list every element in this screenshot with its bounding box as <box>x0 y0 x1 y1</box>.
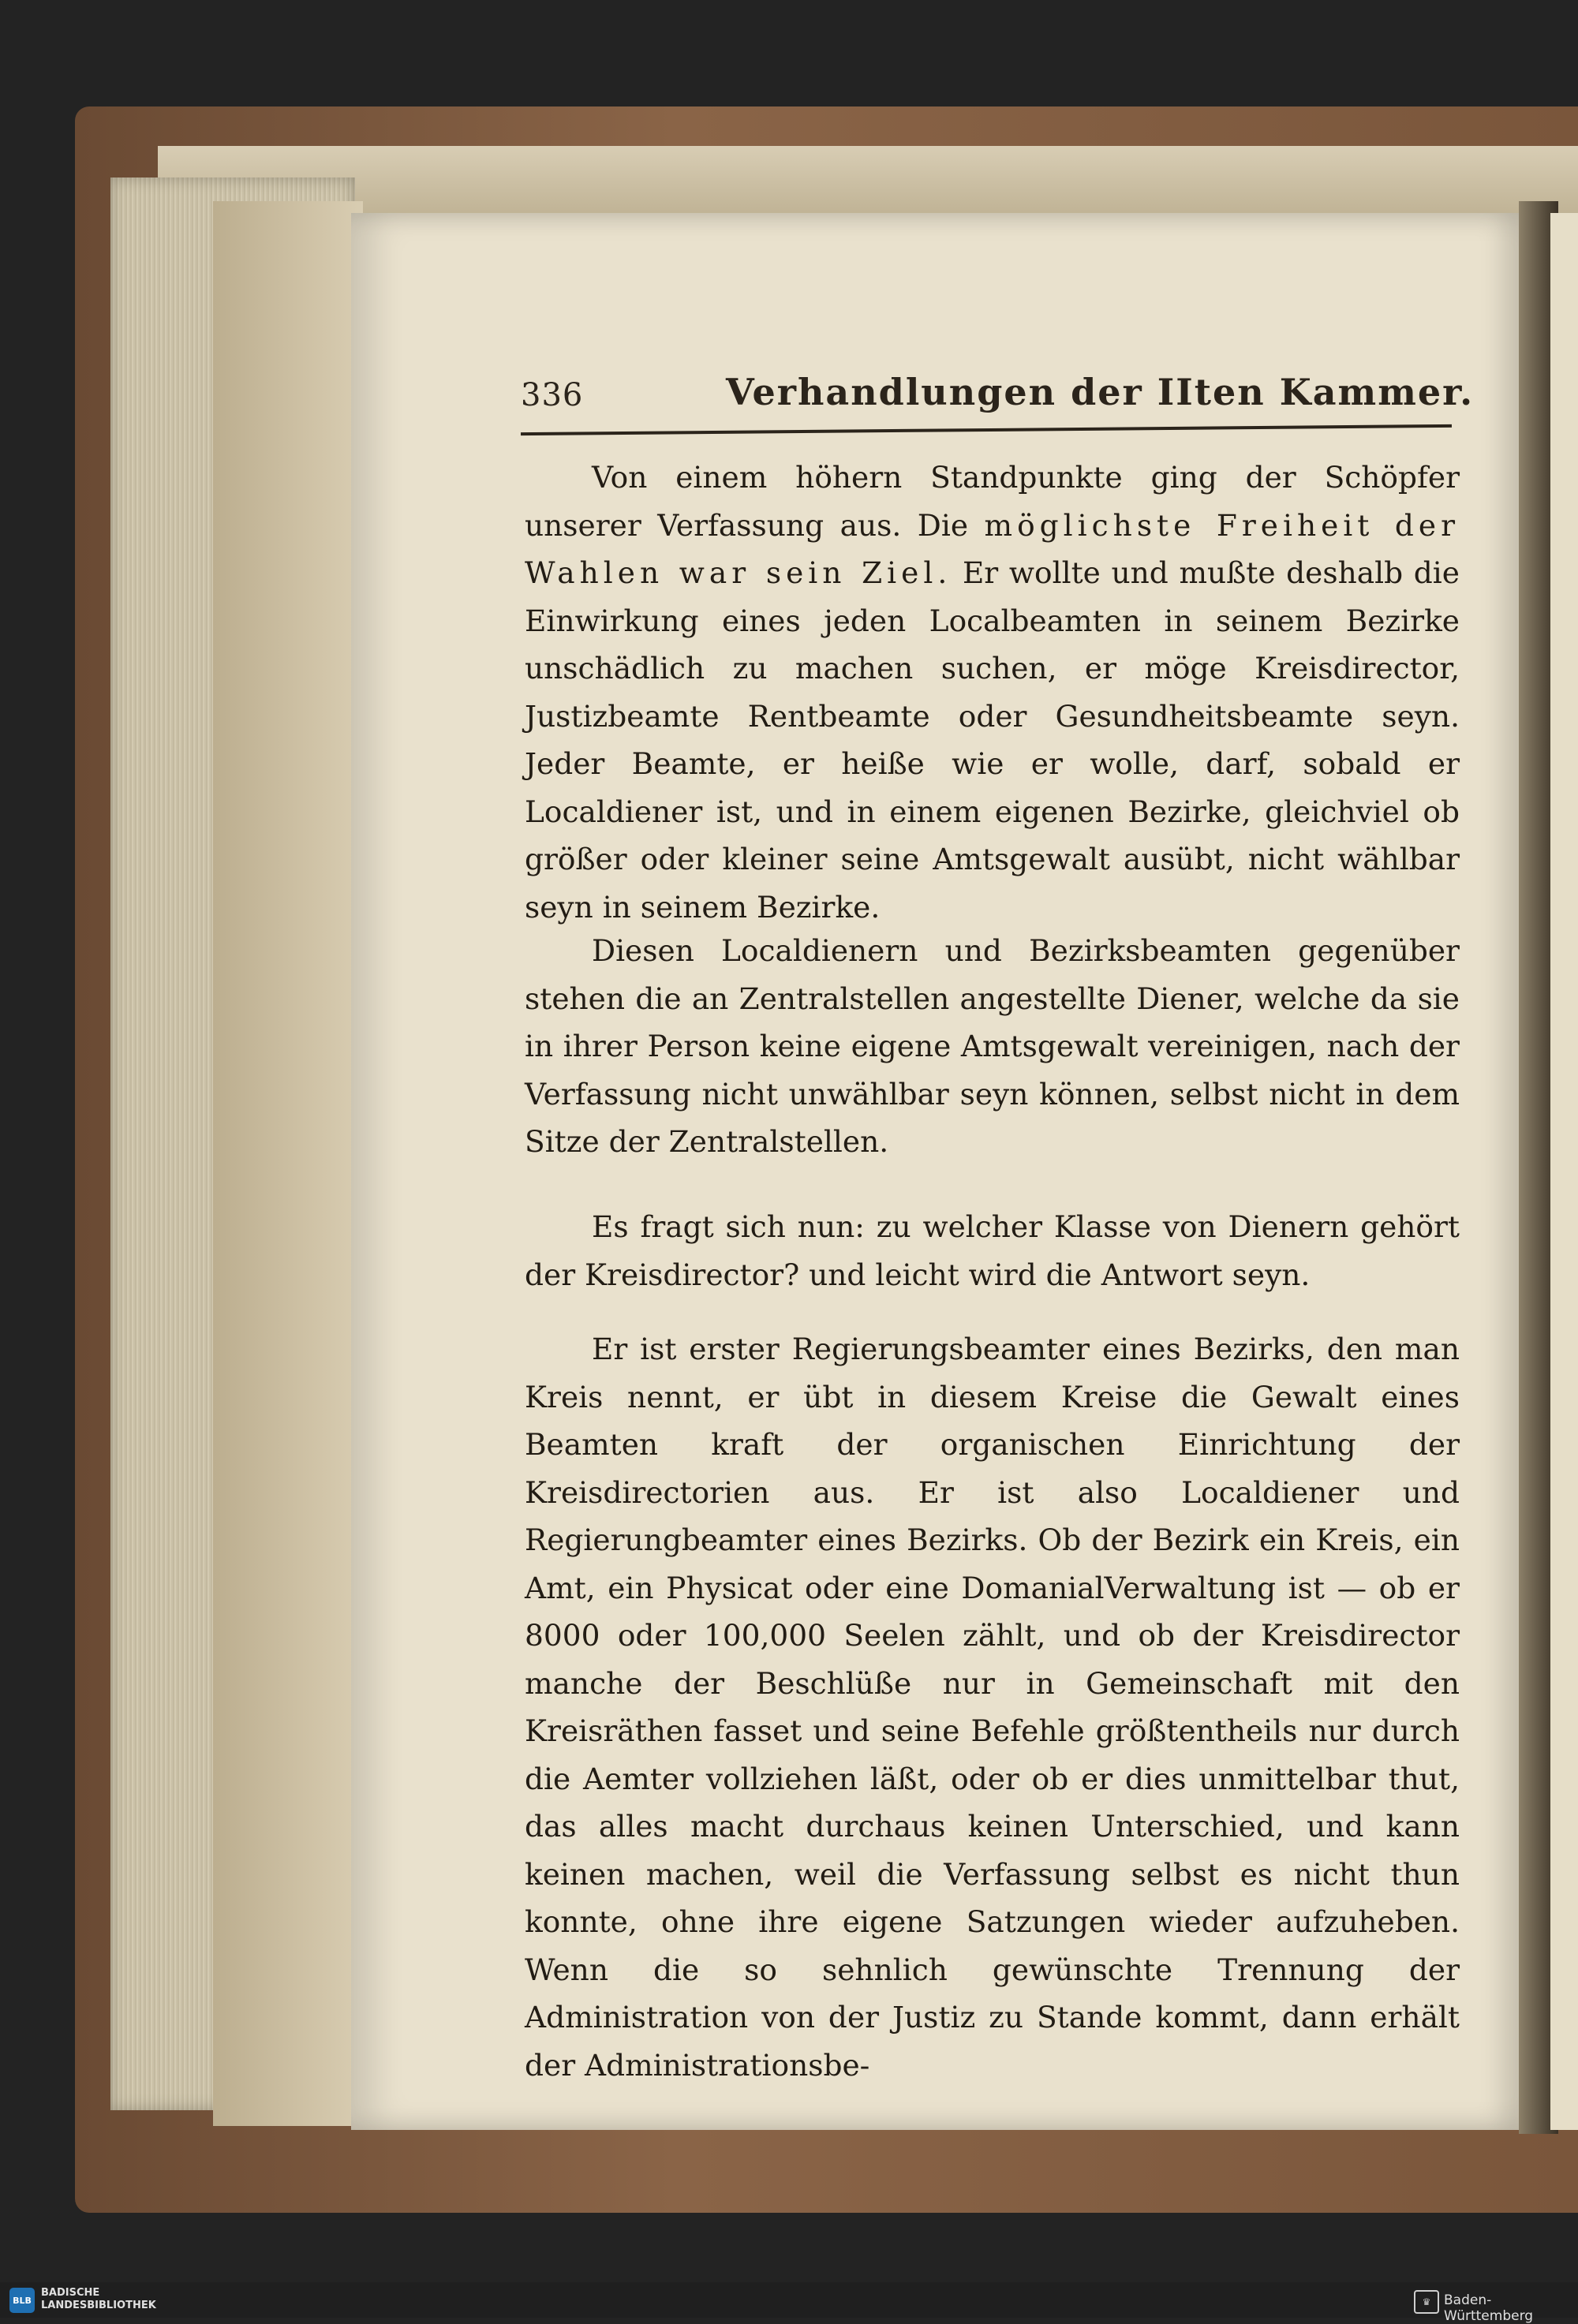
paragraph-1-text-a: Von einem höhern Standpunkte ging der Schöpfer unserer Verfassung aus. Die <box>525 460 1460 543</box>
paragraph-1-emphasis: möglichste Freiheit der Wahlen war sein Ziel. <box>525 507 1460 590</box>
viewer-footer <box>0 2282 1578 2324</box>
paragraph-1-text-b: Er wollte und mußte deshalb die Einwirkung eines jeden Localbeamten in seinem Bezirke unschädlich zu machen suchen, er möge Kreisdirector, Justizbeamte Rentbeamte oder Gesundheitsbeamte seyn. Jeder Beamte, er heiße wie er wolle, darf, sobald er Localdiener ist, und in einem eigenen Bezirke, gleichviel ob größer oder kleiner seine Amtsgewalt ausübt, nicht wählbar seyn in seinem Bezirke. <box>525 555 1460 925</box>
baden-wuerttemberg-logo-icon[interactable]: ♛ <box>1414 2290 1439 2314</box>
library-name <box>41 2287 156 2312</box>
running-head: Verhandlungen der IIten Kammer. <box>726 371 1475 413</box>
library-name-line-2: LANDESBIBLIOTHEK <box>41 2300 156 2311</box>
paragraph-4: Er ist erster Regierungsbeamter eines Bezirks, den man Kreis nennt, er übt in diesem Kreise die Gewalt eines Beamten kraft der organischen Einrichtung der Kreisdirectorien aus. Er ist also Localdiener und Regierungbeamter eines Bezirks. Ob der Bezirk ein Kreis, ein Amt, ein Physicat oder eine DomanialVerwaltung ist — ob er 8000 oder 100,000 Seelen zählt, und ob der Kreisdirector manche der Beschlüße nur in Gemeinschaft mit den Kreisräthen fasset und seine Befehle größtentheils nur durch die Aemter vollziehen läßt, oder ob er dies unmittelbar thut, das alles macht durchaus keinen Unterschied, und kann keinen machen, weil die Verfassung selbst es nicht thun konnte, ohne ihre eigene Satzungen wieder aufzuheben. Wenn die so sehnlich gewünschte Trennung der Administration von der Justiz zu Stande kommt, dann erhält der Administrationsbe- <box>525 1332 1460 2083</box>
paragraph-1 <box>525 454 1460 931</box>
blb-logo[interactable]: BLB <box>9 2288 35 2313</box>
right-page-strip <box>1550 213 1578 2130</box>
book-top-edge <box>158 146 1578 217</box>
library-name-line-1: BADISCHE <box>41 2287 100 2299</box>
page-number: 336 <box>521 377 584 413</box>
paragraph-2: Diesen Localdienern und Bezirksbeamten gegenüber stehen die an Zentralstellen angestellte Diener, welche da sie in ihrer Person keine eigene Amtsgewalt vereinigen, nach der Verfassung nicht unwählbar seyn können, selbst nicht in dem Sitze der Zentralstellen. <box>525 933 1460 1159</box>
left-page-strip <box>213 201 363 2126</box>
paragraph-3: Es fragt sich nun: zu welcher Klasse von Dienern gehört der Kreisdirector? und leicht wird die Antwort seyn. <box>525 1209 1460 1292</box>
state-name: Baden-Württemberg <box>1444 2292 1534 2324</box>
